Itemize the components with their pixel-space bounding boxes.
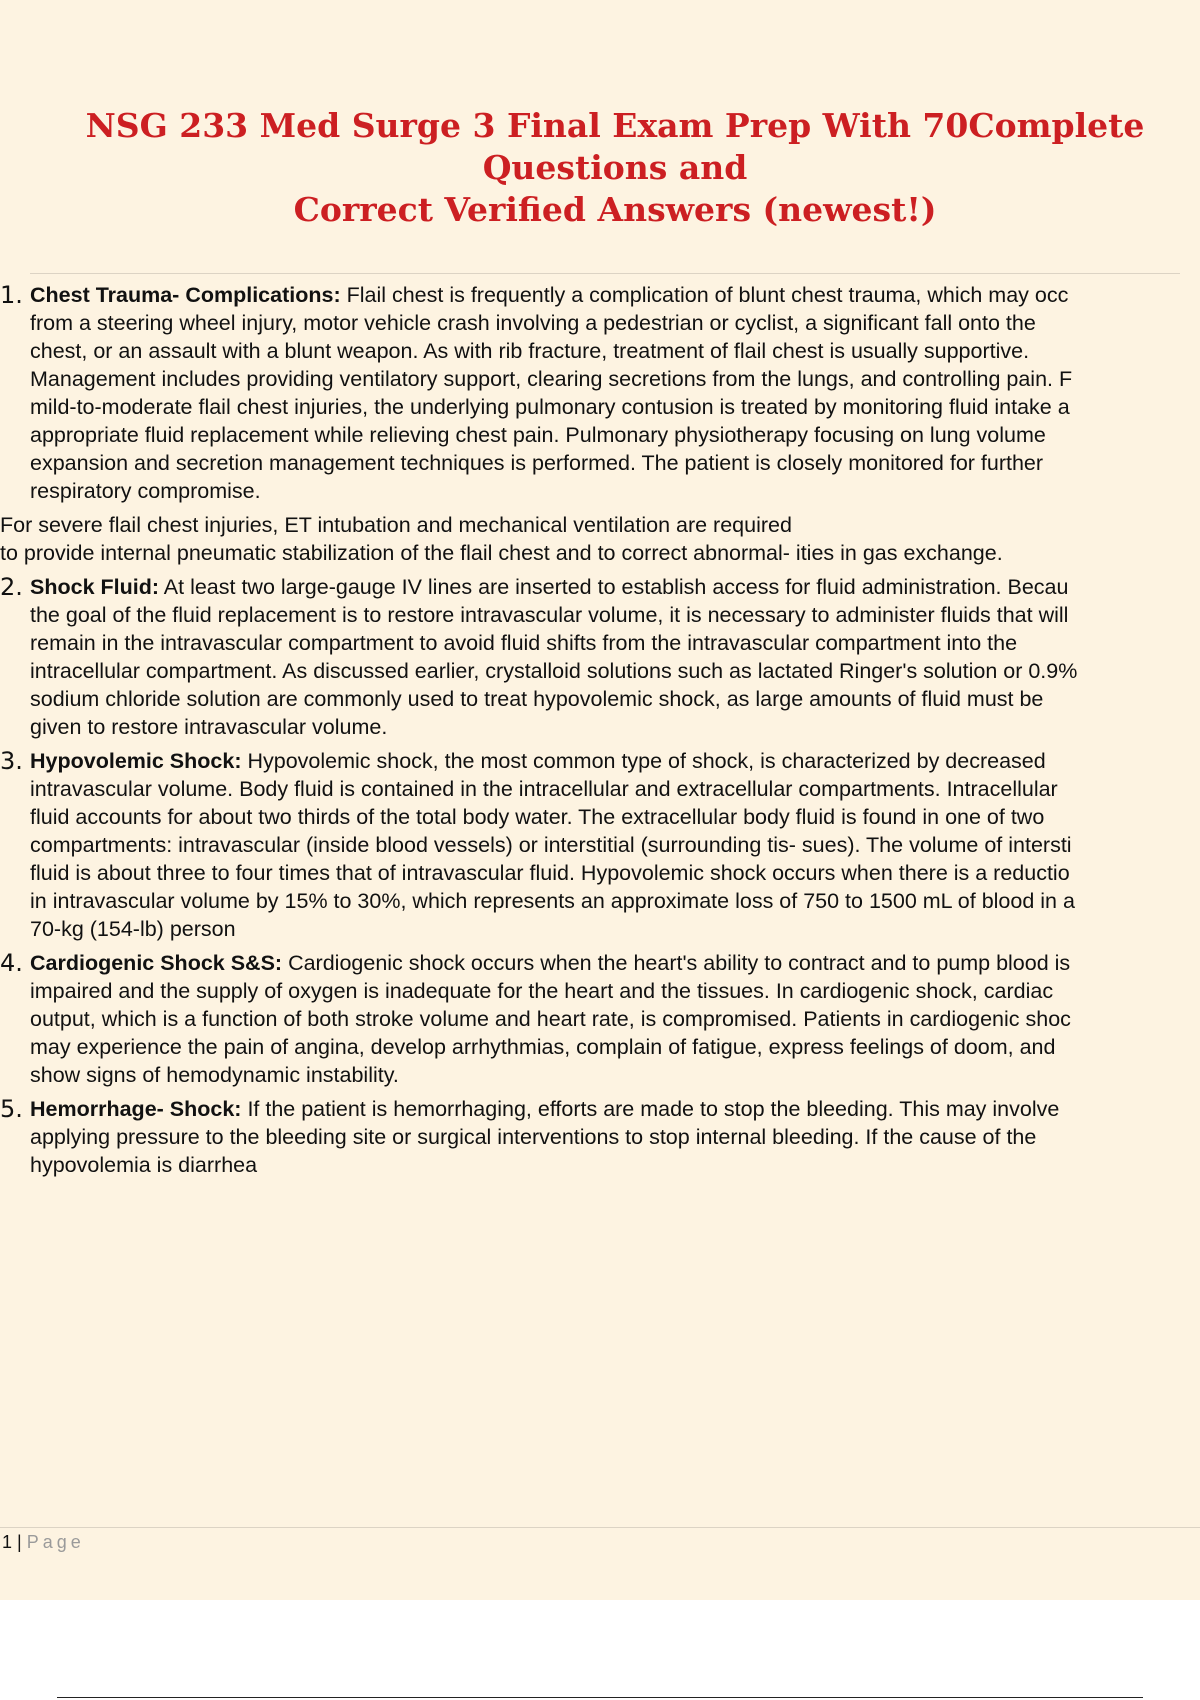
item-text: Cardiogenic shock occurs when the heart's ability to contract and to pump blood is [282,951,1071,975]
item-line: intracellular compartment. As discussed earlier, crystalloid solutions such as lactated Ringer's solution or 0.9% [30,659,1078,683]
item-line: fluid accounts for about two thirds of the total body water. The extracellular body fluid is found in one of two [30,805,1045,829]
item-line: show signs of hemodynamic instability. [30,1063,399,1087]
item-term: Cardiogenic Shock S&S: [30,951,283,975]
item-line: output, which is a function of both stroke volume and heart rate, is compromised. Patients in cardiogenic shoc [30,1007,1071,1031]
item-line: impaired and the supply of oxygen is inadequate for the heart and the tissues. In cardiogenic shock, cardiac [30,979,1054,1003]
item-line: mild-to-moderate flail chest injuries, the underlying pulmonary contusion is treated by monitoring fluid intake a [30,395,1070,419]
item-number: 5. [0,1095,23,1123]
item-line: intravascular volume. Body fluid is contained in the intracellular and extracellular compartments. Intracellular [30,777,1058,801]
header-divider [30,273,1180,274]
page-label: Page [26,1532,85,1552]
item-line: the goal of the fluid replacement is to restore intravascular volume, it is necessary to administer fluids that will [30,603,1069,627]
item-text: Hypovolemic shock, the most common type of shock, is characterized by decreased [241,749,1046,773]
item-line: sodium chloride solution are commonly used to treat hypovolemic shock, as large amounts of fluid must be [30,687,1044,711]
continuation-line: For severe flail chest injuries, ET intubation and mechanical ventilation are required [0,513,792,537]
item-line [30,1095,1200,1123]
footer-divider [0,1527,1200,1528]
item-term: Hypovolemic Shock: [30,749,242,773]
item-line: Management includes providing ventilatory support, clearing secretions from the lungs, and controlling pain. F [30,367,1073,391]
viewer-bottom-rule [57,1697,1143,1698]
item-line: 70-kg (154-lb) person [30,917,236,941]
continuation-line: to provide internal pneumatic stabilization of the flail chest and to correct abnormal- ities in gas exchange. [0,541,1003,565]
item-line: fluid is about three to four times that of intravascular fluid. Hypovolemic shock occurs when there is a reductio [30,861,1070,885]
item-line: from a steering wheel injury, motor vehicle crash involving a pedestrian or cyclist, a significant fall onto the [30,311,1036,335]
title-line-1: NSG 233 Med Surge 3 Final Exam Prep With 70Complete Questions and [85,106,1145,187]
question-item-5 [0,1095,1200,1179]
item-number: 3. [0,747,23,775]
item-line [30,949,1200,977]
item-number: 1. [0,281,23,309]
item-number: 2. [0,573,23,601]
page-footer [2,1532,85,1553]
item-text: If the patient is hemorrhaging, efforts are made to stop the bleeding. This may involve [241,1097,1060,1121]
question-item-1 [0,281,1200,505]
item-line: applying pressure to the bleeding site or surgical interventions to stop internal bleeding. If the cause of the [30,1125,1037,1149]
item-text: At least two large-gauge IV lines are inserted to establish access for fluid administration. Becau [159,575,1069,599]
page-separator: | [12,1532,27,1552]
item-term: Hemorrhage- Shock: [30,1097,242,1121]
question-item-1-continuation [0,511,1200,567]
item-text: Flail chest is frequently a complication of blunt chest trauma, which may occ [340,283,1069,307]
item-term: Shock Fluid: [30,575,159,599]
title-line-2: Correct Verified Answers (newest!) [293,190,937,229]
item-line [30,573,1200,601]
item-number: 4. [0,949,23,977]
item-line [30,281,1200,309]
item-line: remain in the intravascular compartment to avoid fluid shifts from the intravascular compartment into the [30,631,1018,655]
item-line: may experience the pain of angina, develop arrhythmias, complain of fatigue, express feelings of doom, and [30,1035,1056,1059]
item-line: respiratory compromise. [30,479,261,503]
item-line: compartments: intravascular (inside blood vessels) or interstitial (surrounding tis- sues). The volume of intersti [30,833,1072,857]
page-number: 1 [2,1532,13,1552]
item-line: appropriate fluid replacement while relieving chest pain. Pulmonary physiotherapy focusing on lung volume [30,423,1046,447]
question-item-2 [0,573,1200,741]
question-item-3 [0,747,1200,943]
item-line: given to restore intravascular volume. [30,715,388,739]
item-term: Chest Trauma- Complications: [30,283,341,307]
question-list [0,281,1200,1185]
document-title [40,105,1190,231]
item-line: chest, or an assault with a blunt weapon. As with rib fracture, treatment of flail chest is usually supportive. [30,339,1030,363]
item-line: in intravascular volume by 15% to 30%, which represents an approximate loss of 750 to 1500 mL of blood in a [30,889,1075,913]
item-line: expansion and secretion management techniques is performed. The patient is closely monitored for further [30,451,1044,475]
item-line [30,747,1200,775]
item-line: hypovolemia is diarrhea [30,1153,258,1177]
question-item-4 [0,949,1200,1089]
